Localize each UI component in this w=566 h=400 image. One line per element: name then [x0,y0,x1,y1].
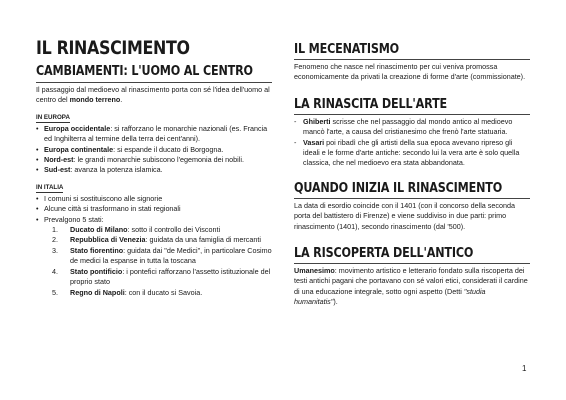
item-number: 2. [52,235,58,245]
item-bold: Europa continentale [44,144,114,154]
europa-list [36,124,272,176]
item-bold: Stato pontificio [70,266,123,276]
list-item [36,235,272,245]
item-number: 5. [52,287,58,297]
list-item [294,138,530,169]
heading-rule [36,82,272,83]
left-column [36,38,272,298]
page-number: 1 [522,364,527,373]
item-number: 4. [52,266,58,276]
section-heading-cambiamenti: CAMBIAMENTI: L'UOMO AL CENTRO [36,64,253,79]
list-item [36,155,272,165]
list-item: • Alcune città si trasformano in stati regionali [36,204,272,214]
item-bold: Repubblica di Venezia [70,235,146,245]
item-text: : i pontefici rafforzano l'assetto istituzionale del proprio stato [70,266,271,287]
heading-rule [294,263,530,264]
item-text: scrisse che nel passaggio dal mondo antico al medioevo mancò l'arte, a causa del cristianesimo che frenò l'arte statuaria. [303,116,513,137]
inizio-paragraph: La data di esordio coincide con il 1401 (con il concorso della seconda porta del battistero di Firenze) e viene suddiviso in due parti: primo rinascimento (1401), secondo rinascimento (dal '500). [294,200,515,231]
item-text: : le grandi monarchie subiscono l'egemonia dei nobili. [73,155,244,165]
intro-end: . [120,95,123,105]
mecenatismo-paragraph: Fenomeno che nasce nel rinascimento per cui veniva promossa economicamente da privati la creazione di forme d'arte (commissionate). [294,62,526,82]
item-text: : con il ducato si Savoia. [124,287,203,297]
item-number: 3. [52,245,58,255]
list-item [36,165,272,175]
item-text: poi ribadì che gli artisti della sua epoca avevano ripreso gli ideali e le forme d'arte antiche: secondo lui la vera arte è solo quella classica, che nel medioevo era stata abbandonata. [303,137,520,168]
section-heading-antico: LA RISCOPERTA DELL'ANTICO [294,246,474,262]
item-bold: Stato fiorentino [70,245,124,255]
heading-rule [294,114,530,115]
antico-italic: "studia humanitatis" [294,286,486,307]
item-bold: Vasari [303,137,325,147]
item-bold: Ducato di Milano [70,225,128,235]
italia-list [36,194,272,225]
italia-subheading: IN ITALIA [36,183,64,191]
europa-subheading: IN EUROPA [36,113,70,121]
section-heading-arte: LA RINASCITA DELL'ARTE [294,96,447,112]
item-bold: Nord-est [44,155,74,165]
antico-bold: Umanesimo [294,266,335,276]
stati-list [36,225,272,298]
section-arte [294,97,530,169]
heading-rule [294,59,530,60]
item-bold: Ghiberti [303,116,331,126]
heading-rule [294,198,530,199]
antico-text: : movimento artistico e letterario fondato sulla riscoperta dei testi antichi pagani che portavano con sé valori etici, considerati il cardine di una educazione integrale, sotto ogni aspetto (Detti [294,266,528,296]
item-text: : sotto il controllo dei Visconti [127,225,221,235]
list-item: • Prevalgono 5 stati: [36,215,272,225]
item-text: : avanza la potenza islamica. [70,165,163,175]
item-number: 1. [52,225,58,235]
item-bold: Sud-est [44,165,71,175]
page-title: IL RINASCIMENTO [36,38,190,59]
intro-paragraph [36,85,272,106]
item-text: : guidata dai "de Medici", in particolare Cosimo de medici la espanse in tutta la toscana [70,245,272,266]
section-inizio [294,181,530,232]
item-bold: Regno di Napoli [70,287,125,297]
antico-paragraph [294,266,530,308]
intro-text: Il passaggio dal medioevo al rinascimento porta con sé l'idea dell'uomo al centro del [36,85,270,105]
section-heading-inizio: QUANDO INIZIA IL RINASCIMENTO [294,180,503,196]
list-item [36,288,272,298]
list-item [36,246,272,267]
item-text: : si espande il ducato di Borgogna. [113,144,224,154]
list-item [36,124,272,145]
list-item [36,267,272,288]
item-text: : si rafforzano le monarchie nazionali (es. Francia ed Inghilterra al termine della terra dei cent'anni). [44,123,268,144]
list-item [36,145,272,155]
antico-end: ). [333,297,338,307]
right-column [294,42,530,308]
item-bold: Europa occidentale [44,123,111,133]
section-heading-mecenatismo: IL MECENATISMO [294,42,399,57]
list-item [294,117,530,138]
intro-bold: mondo terreno [69,95,121,105]
list-item: • I comuni si sostituiscono alle signorie [36,194,272,204]
item-text: : guidata da una famiglia di mercanti [145,235,261,245]
section-mecenatismo [294,42,530,83]
list-item [36,225,272,235]
section-antico [294,246,530,308]
arte-list [294,117,530,169]
